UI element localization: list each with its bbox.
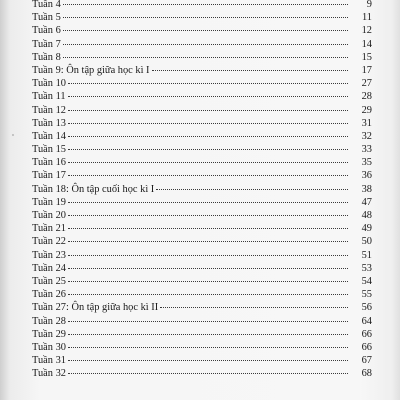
dot-leader (68, 175, 348, 176)
dot-leader (68, 347, 348, 348)
toc-entry-label: Tuần 15 (32, 144, 66, 156)
toc-entry (32, 222, 372, 235)
toc-entry-label: Tuần 17 (32, 170, 66, 182)
toc-entry-page-number: 9 (366, 0, 372, 10)
toc-entry (32, 288, 372, 301)
toc-entry-page-number: 55 (361, 289, 372, 301)
toc-entry-page-number: 29 (361, 104, 372, 116)
dot-leader (68, 123, 348, 124)
toc-entry-label: Tuần 8 (32, 51, 61, 63)
toc-entry-label: Tuần 31 (32, 355, 66, 367)
toc-entry (32, 90, 372, 103)
dot-leader (63, 57, 348, 58)
toc-entry-label: Tuần 5 (32, 12, 61, 24)
toc-entry-page-number: 17 (361, 64, 372, 76)
toc-entry-label: Tuần 23 (32, 249, 66, 261)
toc-entry (32, 38, 372, 51)
toc-entry-page-number: 66 (361, 328, 372, 340)
dot-leader (63, 30, 348, 31)
dot-leader (63, 4, 348, 5)
dot-leader (152, 70, 348, 71)
dot-leader (68, 241, 348, 242)
toc-entry-label: Tuần 21 (32, 223, 66, 235)
dot-leader (68, 268, 348, 269)
toc-entry-page-number: 31 (361, 117, 372, 129)
toc-entry (32, 367, 372, 380)
dot-leader (68, 373, 348, 374)
toc-entry-page-number: 48 (361, 210, 372, 221)
dot-leader (68, 162, 348, 163)
toc-entry-page-number: 11 (361, 12, 372, 24)
toc-entry-label: Tuần 7 (32, 38, 61, 50)
toc-entry-page-number: 54 (361, 275, 372, 287)
toc-entry (32, 196, 372, 209)
dot-leader (68, 136, 348, 137)
toc-entry-label: Tuần 24 (32, 262, 66, 274)
dot-leader (68, 83, 348, 84)
toc-entry-page-number: 32 (361, 130, 372, 142)
toc-entry-label: Tuần 27: Ôn tập giữa học kì II (32, 302, 159, 314)
toc-entry-page-number: 67 (361, 355, 372, 367)
toc-entry (32, 156, 372, 169)
dot-leader (63, 44, 348, 45)
toc-entry-label: Tuần 13 (32, 117, 66, 129)
toc-entry-page-number: 66 (361, 341, 372, 353)
toc-entry-page-number: 33 (361, 144, 372, 156)
dot-leader (68, 149, 348, 150)
toc-entry (32, 341, 372, 354)
toc-entry (32, 169, 372, 182)
toc-entry-page-number: 68 (361, 368, 372, 380)
toc-entry-page-number: 47 (361, 196, 372, 208)
toc-entry-label: Tuần 6 (32, 25, 61, 37)
toc-entry-page-number: 64 (361, 315, 372, 327)
toc-entry-page-number: 36 (361, 170, 372, 182)
toc-entry (32, 328, 372, 341)
toc-entry-label: Tuần 22 (32, 236, 66, 248)
toc-entry (32, 275, 372, 288)
toc-entry (32, 262, 372, 275)
toc-entry-label: Tuần 11 (32, 91, 66, 103)
dot-leader (160, 307, 348, 308)
toc-entry (32, 51, 372, 64)
toc-entry-page-number: 35 (361, 157, 372, 169)
toc-entry (32, 183, 372, 196)
toc-entry-page-number: 56 (361, 302, 372, 314)
toc-entry-label: Tuần 10 (32, 78, 66, 90)
toc-entry (32, 117, 372, 130)
dot-leader (68, 110, 348, 111)
toc-entry (32, 77, 372, 90)
toc-entry (32, 104, 372, 117)
page-speck (12, 134, 14, 136)
toc-entry-label: Tuần 4 (32, 0, 61, 10)
toc-entry-label: Tuần 32 (32, 368, 66, 380)
toc-entry-label: Tuần 18: Ôn tập cuối học kì I (32, 183, 155, 195)
toc-entry (32, 130, 372, 143)
toc-entry (32, 235, 372, 248)
toc-entry-page-number: 51 (361, 249, 372, 261)
toc-entry-label: Tuần 29 (32, 328, 66, 340)
toc-entry-page-number: 14 (361, 38, 372, 50)
dot-leader (68, 228, 348, 229)
toc-entry-label: Tuần 20 (32, 210, 66, 221)
dot-leader (68, 96, 348, 97)
toc-entry-label: Tuần 14 (32, 130, 66, 142)
toc-entry-label: Tuần 26 (32, 289, 66, 301)
dot-leader (68, 255, 348, 256)
toc-entry (32, 0, 372, 11)
toc-entry (32, 143, 372, 156)
toc-entry-label: Tuần 16 (32, 157, 66, 169)
toc-entry (32, 301, 372, 314)
dot-leader (68, 294, 348, 295)
toc-entry-page-number: 53 (361, 262, 372, 274)
toc-entry (32, 249, 372, 262)
dot-leader (68, 202, 348, 203)
dot-leader (68, 281, 348, 282)
toc-entry (32, 24, 372, 37)
table-of-contents (32, 0, 372, 380)
toc-entry-page-number: 15 (361, 51, 372, 63)
toc-entry (32, 315, 372, 328)
dot-leader (68, 321, 348, 322)
dot-leader (63, 17, 348, 18)
toc-entry-page-number: 50 (361, 236, 372, 248)
toc-entry-label: Tuần 12 (32, 104, 66, 116)
toc-entry-page-number: 38 (361, 183, 372, 195)
toc-entry-label: Tuần 19 (32, 196, 66, 208)
toc-entry-page-number: 28 (361, 91, 372, 103)
toc-entry (32, 354, 372, 367)
toc-entry (32, 209, 372, 222)
toc-entry-page-number: 27 (361, 78, 372, 90)
toc-entry-label: Tuần 9: Ôn tập giữa học kì I (32, 64, 150, 76)
dot-leader (68, 215, 348, 216)
dot-leader (156, 189, 348, 190)
toc-entry-page-number: 49 (361, 223, 372, 235)
toc-entry-label: Tuần 25 (32, 275, 66, 287)
toc-entry-page-number: 12 (361, 25, 372, 37)
toc-entry (32, 64, 372, 77)
toc-entry (32, 11, 372, 24)
dot-leader (68, 360, 348, 361)
dot-leader (68, 334, 348, 335)
toc-entry-label: Tuần 30 (32, 341, 66, 353)
toc-entry-label: Tuần 28 (32, 315, 66, 327)
